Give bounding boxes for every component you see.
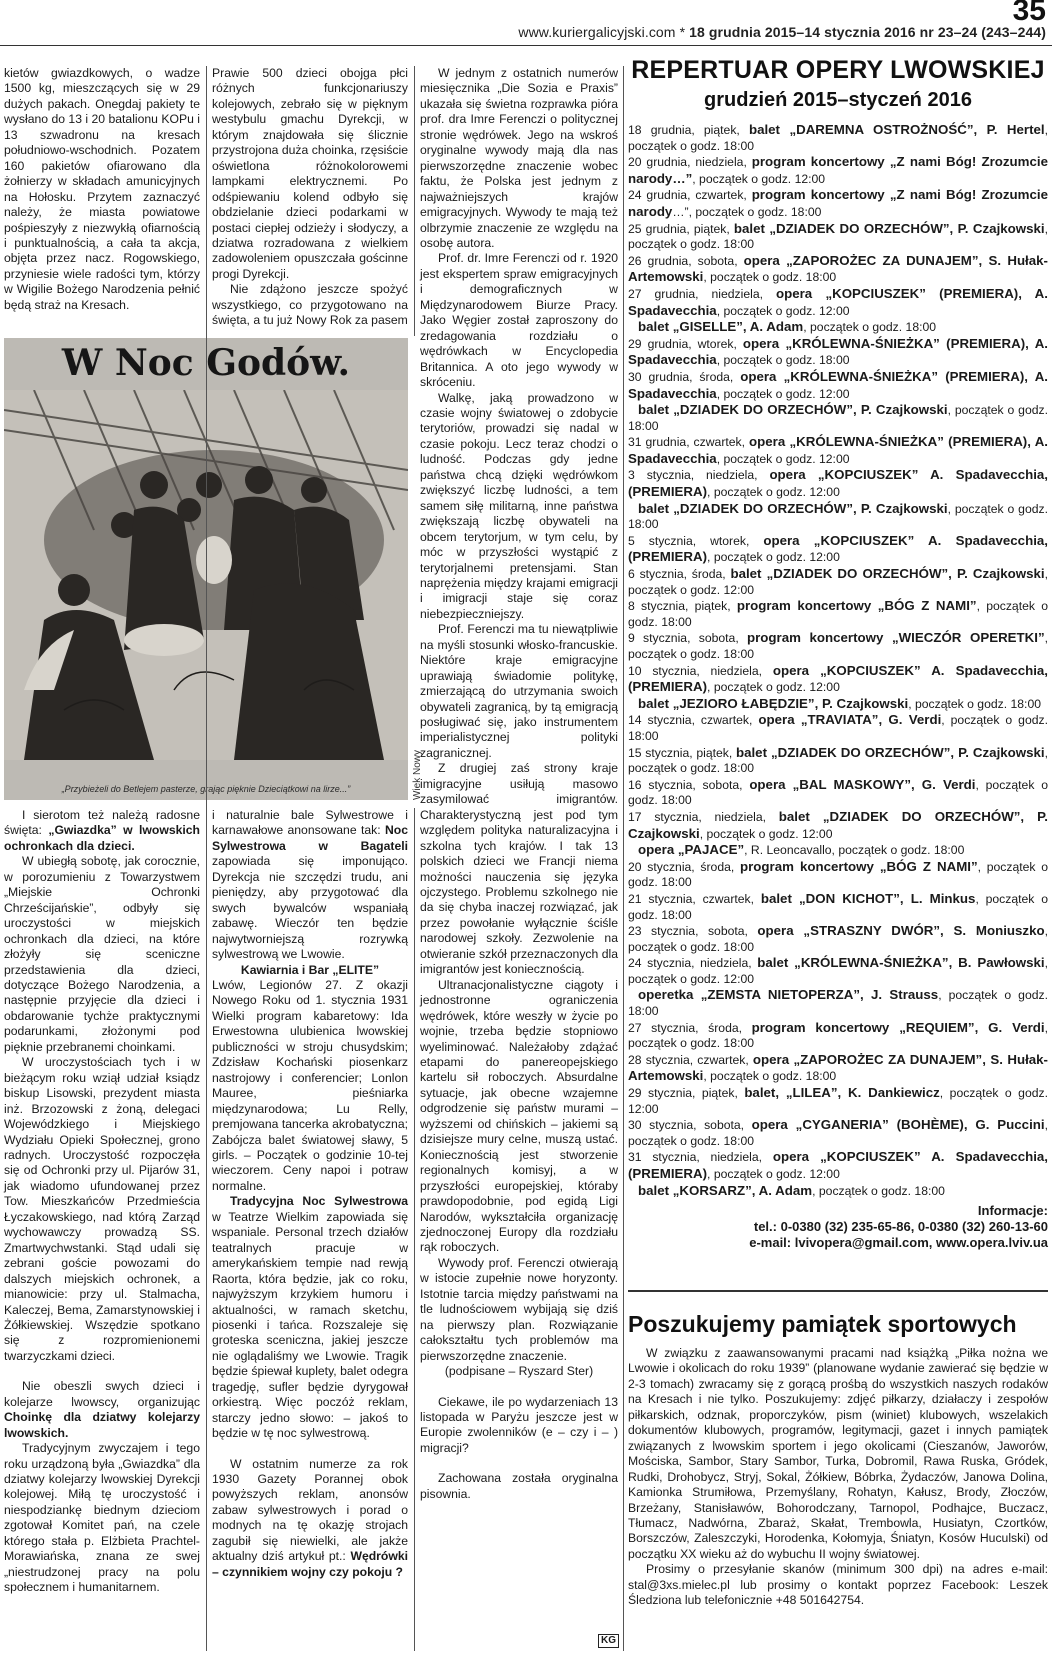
repertoire-entry [628,712,1048,744]
repertoire-entry [628,1020,1048,1052]
notice-paragraph: Prosimy o przesyłanie skanów (minimum 300 dpi) na adres e-mail: stal@3xs.mielec.pl lub prosimy o kontakt poprzez Facebook: Leszek Śledziona lub telefonicznie +48 501642754. [628,1562,1048,1608]
repertoire-entry [628,663,1048,696]
paragraph-gap [420,1380,618,1395]
entry-date: 3 stycznia, niedziela, [628,468,770,483]
entry-title: balet „DZIADEK DO ORZECHÓW”, P. Czajkowski [638,402,948,418]
repertoire-entry [628,369,1048,402]
entry-date: 30 stycznia, sobota, [628,1118,752,1133]
entry-title: opera „BAL MASKOWY”, G. Verdi [749,776,976,792]
repertoire-title: REPERTUAR OPERY LWOWSKIEJ [631,56,1045,84]
entry-date: 26 grudnia, sobota, [628,253,744,268]
entry-time: , początek o godz. 18:00 [628,1020,1049,1051]
entry-time: , początek o godz. 18:00 [628,221,1048,252]
article-paragraph [212,808,408,963]
page-header [0,0,1052,48]
entry-title: program koncertowy „Z nami Bóg! Zrozumcie narody [628,187,1048,219]
entry-time: , początek o godz. 18:00 [908,696,1042,711]
article-paragraph: Prof. Ferenczi ma tu niewątpliwie na myśli stosunki włosko-francuskie. Niektóre kraje emigracyjne uprawiają świadomie politykę, zmierzającą do utrzymania swoich obywateli zagranicą, by tą emigracją posługiwać się, jako instrumentem imperialistycznej polityki zagranicznej. [420,622,618,760]
entry-time: , początek o godz. 18:00 [628,988,1048,1019]
entry-date: 31 grudnia, czwartek, [628,435,750,450]
paragraph-gap [212,1442,408,1457]
entry-time: , początek o godz. 18:00 [628,924,1048,954]
body-text: zapowiada się imponująco. Dyrekcja nie szczędzi trudu, ani pieniędzy, aby przygotować dla swych bywalców wspaniałą zabawę. Wieczór ten będzie najwytworniejszą rozrywką sylwestrową we Lwowie. [212,854,408,962]
subheading-text: Kawiarnia i Bar „ELITE” [240,962,380,977]
repertoire-entry [628,859,1048,891]
entry-time: , początek o godz. 12:00 [716,451,850,466]
repertoire-entry [628,187,1048,220]
entry-date: 5 stycznia, wtorek, [628,533,764,548]
entry-time: , R. Leoncavallo, początek o godz. 18:00 [744,843,965,858]
entry-time: , początek o godz. 12:00 [628,567,1048,597]
entry-title: balet „KORSARZ”, A. Adam [638,1182,813,1198]
lead-text: Nie obeszli swych dzieci i kolejarze lwowscy, organizując [4,1379,200,1409]
article-paragraph [4,1379,200,1441]
entry-date: 9 stycznia, sobota, [628,631,747,646]
entry-title: balet „GISELLE”, A. Adam [638,319,804,335]
body-text: W ostatnim numerze za rok 1930 Gazety Porannej obok powyższych reklam, anonsów zabaw sylwestrowych i porad o modnych na tę okazję strojach zagubił się niewielki, ale jakże aktualny dziś artykuł pt.: [212,1456,408,1564]
entry-time: , początek o godz. 18:00 [703,270,837,285]
repertoire-entry [628,630,1048,662]
article-paragraph: Tradycyjnym zwyczajem i tego roku urządzoną była „Gwiazdka” dla dziatwy kolejarzy lwowskiej Dyrekcji kolejowej. Miłą tę uroczystość i niespodziankę biednym dzieciom zgotował Komitet pań, na czele którego stała p. Elżbieta Prachtel-Morawiańska, znana ze swej „niestrudzonej pracy na polu społecznem i humanitarnem. [4,1441,200,1595]
lead-text: I sierotom też należą radosne święta: [4,808,200,838]
entry-time: , początek o godz. 12:00 [692,171,826,186]
entry-time: , początek o godz. 18:00 [812,1183,945,1198]
repertoire-entry [628,434,1048,467]
info-label: Informacje: [977,1203,1048,1219]
repertoire-entry [628,696,1048,713]
entry-title: balet „DZIADEK DO ORZECHÓW”, P. Czajkowski [730,566,1045,582]
entry-title: opera „KRÓLEWNA-ŚNIEŻKA” (PREMIERA), A. Spadavecchia [628,335,1049,368]
opera-repertoire [628,56,1048,1251]
entry-date: 14 stycznia, czwartek, [628,713,759,728]
entry-title: opera „KRÓLEWNA-ŚNIEŻKA” (PREMIERA), A. Spadavecchia [628,368,1048,401]
entry-time: , początek o godz. 18:00 [628,403,1048,433]
repertoire-entry [628,336,1048,369]
column-2-bottom [212,808,408,1580]
article-paragraph: Z drugiej zaś strony kraje imigracyjne usiłują masowo zasymilować imigrantów. Charakterystyczną jest pod tym względem polityka naturalizacyjna i szkolna tych krajów. I tak 13 polskich dzieci we Francji niema możności nauczenia się języka ojczystego. Problemu szkolnego nie da się chyba inaczej rozwiązać, jak przez powołanie wyłącznie ściśle narodowej szkoły. Zezwolenie na otwieranie szkół przeznaczonych dla imigrantów jest koniecznością. [420,761,618,977]
entry-date: 10 stycznia, niedziela, [628,663,773,678]
repertoire-entry [628,566,1048,598]
repertoire-entry [628,955,1048,987]
entry-time: …”, początek o godz. 18:00 [672,204,822,219]
article-paragraph [4,808,200,854]
entry-title: operetka „ZEMSTA NIETOPERZA”, J. Strauss [638,987,939,1003]
entry-time: , początek o godz. 18:00 [703,1069,837,1084]
entry-time: , początek o godz. 18:00 [628,599,1048,629]
article-paragraph: Lwów, Legionów 27. Z okazji Nowego Roku od 1. stycznia 1931 Wielki program kabaretowy: Ida Erwestowna ulubienica lwowskiej publiczności w stroju chusydskim; Zdzisław Kochański piosenkarz nastrojowy i conferencier; Lonlon Mauree, pieśniarka międzynarodowa; Lu Relly, premjowana tancerka akrobatyczna; Zabójcza balet światowej sławy, 5 girls. – Początek o godzinie 10-tej wieczorem. Ceny napoi i potraw normalne. [212,977,408,1193]
repertoire-entry [628,286,1048,319]
notice-title: Poszukujemy pamiątek sportowych [628,1311,1017,1337]
entry-time: , początek o godz. 12:00 [707,485,840,500]
subheading: Choinkę dla dziatwy kolejarzy lwowskich. [4,1410,200,1440]
body-text: w Teatrze Wielkim zapowiada się wspaniale. Personal trzech działów teatralnych pracuje w amerykańskiem tempie nad rewją Raorta, która będzie, jak co roku, najwyższym krzykiem humoru i aktualności, w ramach sketchu, piosenki i tańca. Rozszaleje się groteska sceniczna, jakiej jeszcze nie oglądaliśmy we Lwowie. Tragik będzie śpiewał kuplety, balet odegra tragedję, sufler będzie dyrygował orkiestrą. Więc poczóż reklam, starczy jedno słowo: – jakoś to będzie w tę noc sylwestrową. [212,1209,408,1441]
repertoire-entry [628,987,1048,1019]
entry-title: opera „ZAPOROŻEC ZA DUNAJEM”, S. Hułak-Artemowski [628,252,1048,285]
article-paragraph: Zachowana została oryginalna pisownia. [420,1471,618,1501]
entry-date: 29 grudnia, wtorek, [628,336,743,351]
header-rule [0,45,1052,46]
article-paragraph: W uroczystościach tych i w bieżącym roku wziął udział ksiądz biskup Lisowski, prezydent miasta inż. Brzozowski z żoną, delegaci Wojewódzkiego i Miejskiego Wydziału Opieki Społecznej, grono radnych. Uroczystość rozpoczęła się od Ochronki przy ul. Pijarów 31, jak wiadomo ufundowanej przez Tow. Mieszkańców Przedmieścia Łyczakowskiego, nad którą Zarząd wychowawczy prowadzą SS. Zmartwychwstanki. Stąd udali się zebrani goście powozami do dalszych miejskich ochronek, a mianowicie: przy ul. Stalmacha, Kaleczej, Bema, Zamarstynowskiej i Żółkiewskiej. Wszędzie spotkano się z rozpromienionemi twarzyczkami dzieci. [4,1055,200,1363]
entry-time: , początek o godz. 18:00 [628,123,1049,153]
entry-date: 16 stycznia, sobota, [628,777,750,792]
site-url[interactable]: www.kuriergalicyjski.com [518,24,676,40]
entry-date: 30 grudnia, środa, [628,369,741,384]
entry-time: , początek o godz. 18:00 [628,745,1048,776]
entry-title: balet, „LILEA”, K. Dankiewicz [744,1085,940,1101]
repertoire-info [628,1203,1048,1251]
info-email[interactable]: e-mail: lvivopera@gmail.com, www.opera.lviv.ua [749,1235,1048,1251]
entry-date: 31 stycznia, niedziela, [628,1150,773,1165]
entry-time: , początek o godz. 18:00 [716,353,850,368]
page-number: 35 [1012,0,1046,27]
repertoire-entry [628,1052,1048,1085]
repertoire-entry [628,501,1048,533]
entry-title: opera „KOPCIUSZEK” (PREMIERA), A. Spadavecchia [628,285,1048,318]
notice-body [628,1346,1048,1609]
entry-title: balet „DAREMNA OSTROŻNOŚĆ”, P. Hertel [748,122,1045,137]
entry-date: 29 stycznia, piątek, [628,1086,745,1101]
repertoire-list [628,122,1048,1199]
article-paragraph: Ultranacjonalistyczne ciągoty i jednostronne ograniczenia wędrówek, które weszły w życie po wojnie, trzeba będzie stopniowo wyeliminować. Należałoby zdążać etapami do panereopejskiego kartelu sił roboczych. Absurdalne sytuacje, jak obecne wzajemne odgrodzenie się państw murami – wyższemi od chińskich – jakiemi są dzisiejsze mury celne, muszą ustać. Koniecznością jest stworzenie regionalnych komisyj, a w przyszłości europejskiej, któraby prawdopodobnie, pod egidą Ligi Narodów, wykształciła organizację zjednoczonej Europy dla rozdziału rąk roboczych. [420,977,618,1255]
entry-date: 24 grudnia, czwartek, [628,188,752,203]
entry-title: opera „TRAVIATA”, G. Verdi [758,712,942,728]
entry-title: program koncertowy „REQUIEM”, G. Verdi [751,1019,1045,1035]
entry-time: , początek o godz. 12:00 [628,956,1048,986]
entry-title: balet „KRÓLEWNA-ŚNIEŻKA”, B. Pawłowski [757,955,1045,971]
entry-date: 20 grudnia, niedziela, [628,155,752,170]
repertoire-entry [628,1085,1048,1117]
entry-date: 27 stycznia, środa, [628,1020,752,1035]
repertoire-entry [628,253,1048,286]
repertoire-entry [628,598,1048,630]
entry-date: 23 stycznia, sobota, [628,924,758,939]
repertoire-entry [628,842,1048,859]
subheading: Noc Sylwestrowa w Bagateli [212,823,408,853]
article-paragraph: Walkę, jaką prowadzono w czasie wojny światowej o zdobycie terytoriów, prowadzi się nadal w czasie pokoju. Lecz teraz chodzi o ludność. Podczas gdy jedne państwa chcą dzięki wędrówkom zwiększyć liczbę ludności, a tem samem siłę militarną, inne państwa zwiększają liczbę obywateli na obcem terytorjum, w tym celu, by móc w przyszłości wystąpić z terytorjalnemi pretensjami. Stan naprężenia między krajami emigracji i imigracji staje się coraz niebezpieczniejszy. [420,390,618,621]
repertoire-entry [628,467,1048,500]
entry-time: , początek o godz. 12:00 [699,826,833,841]
subheading: Tradycyjna Noc Sylwestrowa [230,1194,408,1209]
entry-title: opera „CYGANERIA” (BOHÈME), G. Puccini [751,1117,1045,1133]
entry-title: program koncertowy „BÓG Z NAMI” [736,598,977,614]
entry-title: opera „KOPCIUSZEK” A. Spadavecchia, (PREMIERA) [628,662,1048,695]
entry-title: balet „DZIADEK DO ORZECHÓW”, P. Czajkowski [733,220,1045,236]
entry-time: , początek o godz. 18:00 [628,891,1048,922]
repertoire-entry [628,1117,1048,1149]
lead-text: i naturalnie bale Sylwestrowe i karnawałowe anonsowane tak: [212,808,408,838]
entry-title: opera „KOPCIUSZEK” A. Spadavecchia, (PREMIERA) [628,1149,1048,1181]
illustration-caption: „Przybieżeli do Betlejem pasterze, grając pięknie Dzieciątkowi na lirze...” [61,784,351,794]
section-divider [628,1290,1048,1292]
entry-date: 6 stycznia, środa, [628,567,731,582]
entry-date: 8 stycznia, piątek, [628,599,737,614]
column-1-bottom [4,808,200,1596]
repertoire-entry [628,745,1048,777]
repertoire-entry [628,122,1048,154]
article-paragraph: Prof. dr. Imre Ferenczi od r. 1920 jest ekspertem spraw emigracyjnych i demograficznych w Międzynarodowem Biurze Pracy. Jako Węgier został zaproszony do zredagowania rozdziału o wędrówkach w Encyclopedia Britannica. A oto jego wywody w skróceniu. [420,251,618,390]
repertoire-entry [628,533,1048,566]
header-line [518,24,1046,40]
entry-title: program koncertowy „WIECZÓR OPERETKI” [746,630,1045,646]
entry-date: 27 grudnia, niedziela, [628,286,776,301]
entry-date: 24 stycznia, niedziela, [628,956,758,971]
paragraph-gap [420,1456,618,1471]
entry-time: , początek o godz. 12:00 [707,1167,840,1181]
entry-title: balet „DZIADEK DO ORZECHÓW”, P. Czajkowski [628,808,1049,841]
entry-time: , początek o godz. 18:00 [628,1118,1048,1148]
column-1-top [4,66,200,313]
illustration-title: W Noc Godów. [61,342,351,384]
article-paragraph: W ubiegłą sobotę, jak corocznie, w porozumieniu z Towarzystwem „Miejskie Ochronki Chrześcijańskie”, odbyły się uroczystości w miejskich ochronkach dla dzieci, na które złożyły się sceniczne przedstawienia dla dzieci, dotyczące Bożego Narodzenia, a następnie przyjęcie dla dzieci i obdarowanie tychże praktycznymi podarunkami, złożonymi pod pięknie przebranemi choinkami. [4,854,200,1054]
entry-date: 25 grudnia, piątek, [628,221,734,236]
repertoire-entry [628,221,1048,253]
entry-title: opera „KRÓLEWNA-ŚNIEŻKA” (PREMIERA), A. Spadavecchia [628,434,1049,466]
credit-text: Wiek Nowy [412,749,423,800]
kg-mark: KG [598,1634,619,1648]
entry-date: 18 grudnia, piątek, [628,123,749,137]
entry-time: , początek o godz. 18:00 [628,631,1048,661]
entry-date: 15 stycznia, piątek, [628,745,736,760]
entry-time: , początek o godz. 18:00 [803,320,937,335]
entry-title: opera „STRASZNY DWÓR”, S. Moniuszko [757,923,1045,939]
entry-date: 21 stycznia, czwartek, [628,891,761,906]
article-title: Wędrówki – czynnikiem wojny czy pokoju ? [212,1549,408,1579]
info-phone[interactable]: tel.: 0-0380 (32) 235-65-86, 0-0380 (32) 260-13-60 [753,1219,1048,1235]
article-signature: (podpisane – Ryszard Ster) [444,1364,594,1379]
article-paragraph: W jednym z ostatnich numerów miesięcznika „Die Sozia e Praxis” ukazała się świetna rozprawka pióra prof. dra Imre Ferenczi o politycznej stronie wędrówek. Jego na wskroś oryginalne wywody mają dla nas pierwszorzędne znaczenie wobec faktu, że Polska jest jednym z najważniejszych krajów emigracyjnych. Wywody te mają też olbrzymie znaczenie ze względu na osobę autora. [420,66,618,250]
entry-title: program koncertowy „BÓG Z NAMI” [740,858,978,874]
entry-time: , początek o godz. 18:00 [628,713,1048,743]
repertoire-entry [628,154,1048,187]
entry-title: opera „PAJACE” [638,842,745,858]
article-paragraph: Wywody prof. Ferenczi otwierają w istocie zupełnie nowe horyzonty. Istotnie tarcia między państwami na tle ludnościowem wybijają się dziś na pierwszy plan. Rozwiązanie całokształtu tych problemów ma pierwszorzędne znaczenie. [420,1255,618,1363]
article-paragraph: Ciekawe, ile po wydarzeniach 13 listopada w Paryżu jeszcze jest w Europie zwolenników (e – czy i – ) migracji? [420,1394,618,1455]
entry-date: 17 stycznia, niedziela, [628,809,779,824]
subheading-elite [212,963,408,978]
repertoire-entry [628,891,1048,923]
entry-date: 28 stycznia, czwartek, [628,1052,753,1067]
entry-time: , początek o godz. 18:00 [628,859,1049,890]
entry-title: balet „DZIADEK DO ORZECHÓW”, P. Czajkowski [638,500,948,516]
entry-time: , początek o godz. 18:00 [628,501,1048,532]
issue-info: 18 grudnia 2015–14 stycznia 2016 nr 23–24 (243–244) [689,24,1046,40]
sports-memorabilia-notice [628,1311,1048,1609]
column-divider [623,66,624,1651]
entry-title: opera „KOPCIUSZEK” A. Spadavecchia, (PREMIERA) [628,467,1048,500]
subheading: „Gwiazdka” w lwowskich ochronkach dla dzieci. [4,823,200,853]
entry-time: , początek o godz. 18:00 [628,777,1048,808]
article-paragraph: kietów gwiazdkowych, o wadze 1500 kg, mieszczących się w 29 dużych pakach. Onegdaj pakiety te wysłano do 13 i 20 batalionu KOPu i 13 szwadronu na kresach południowo-wschodnich. Pozatem 160 pakietów ofiarowano dla żołnierzy w składach amunicyjnych na Hołosku. Przytem zaznaczyć należy, że miasta powiatowe pośpieszyły z niezwykłą ofiarnością i punktualnością, a cała ta akcja, objęta przez nacz. Rogowskiego, przyniesie wiele radości tym, którzy w Wigilie Bożego Narodzenia pełnić będą straż na Kresach. [4,66,200,312]
repertoire-entry [628,1149,1048,1182]
header-separator: * [675,24,690,40]
article-paragraph [212,1457,408,1581]
entry-date: 20 stycznia, środa, [628,859,740,874]
repertoire-entry [628,1183,1048,1200]
repertoire-entry [628,809,1048,842]
entry-title: balet „DZIADEK DO ORZECHÓW”, P. Czajkowski [735,744,1045,760]
notice-paragraph: W związku z zaawansowanymi pracami nad książką „Piłka nożna we Lwowie i okolicach do roku 1939” (planowane wydanie zawierać się będzie w 2-3 tomach) zwracamy się z gorącą prośbą do wszystkich naszych rodaków na Kresach i nie tylko. Poszukujemy: zdjęć piłkarzy, działaczy i zespołów piłkarskich, odznak, proporczyków, pism (winiet) klubowych, wszelakich dokumentów klubowych, programów, legitymacji, gazet i innych pamiątek związanych z lwowskim sportem i jego okolicami (Cieszanów, Jaworów, Mościska, Sambor, Stary Sambor, Turka, Dobromil, Rawa Ruska, Gródek, Rudki, Drohobycz, Stryj, Sokal, Żółkiew, Bóbrka, Żydaczów, Janowa Dolina, Kamionka Strumiłowa, Przemyślany, Rohatyn, Kałusz, Brody, Złoczów, Brzeżany, Stanisławów, Bohorodczany, Tarnopol, Podhajce, Buczacz, Tłumacz, Nadwórna, Zbaraż, Skałat, Trembowla, Husiatyn, Czortków, Borszczów, Zaleszczyki, Horodenka, Kołomyja, Śniatyn, Kosów Huculski) od początku XX wieku aż do wybuchu II wojny światowej. [628,1346,1048,1561]
column-divider [414,66,415,336]
column-divider [206,66,207,1651]
column-2-top [212,66,408,329]
article-paragraph: Nie zdążono jeszcze spożyć wszystkiego, co przygotowano na święta, a tu już Nowy Rok za pasem [212,282,408,328]
repertoire-entry [628,777,1048,809]
entry-title: opera „KOPCIUSZEK” A. Spadavecchia, (PREMIERA) [628,532,1048,565]
article-paragraph [212,1194,408,1441]
repertoire-entry [628,319,1048,336]
repertoire-entry [628,923,1048,955]
entry-time: , początek o godz. 12:00 [707,550,840,565]
paragraph-gap [4,1364,200,1379]
entry-title: balet „DON KICHOT”, L. Minkus [760,890,976,906]
repertoire-subtitle: grudzień 2015–styczeń 2016 [704,89,972,111]
article-paragraph: Prawie 500 dzieci obojga płci różnych funkcjonariuszy kolejowych, zebrało się w pięknym westybulu gmachu Dyrekcji, w którym znajdowała się ślicznie przystrojona duża choinka, rzęsiście oświetlona różnokolorowemi lampkami elektrycznemi. Po odśpiewaniu kolend odbyło się obdzielanie dzieci podarkami w postaci ciepłej odzieży i słodyczy, a dziatwa rozradowana z wielkiem zadowoleniem opuszczała gościnne progi Dyrekcji. [212,66,408,281]
entry-title: program koncertowy „Z nami Bóg! Zrozumcie narody…” [628,154,1048,186]
entry-time: , początek o godz. 12:00 [707,680,840,695]
repertoire-entry [628,402,1048,434]
entry-title: opera „ZAPOROŻEC ZA DUNAJEM”, S. Hułak-Artemowski [628,1051,1048,1084]
entry-time: , początek o godz. 12:00 [716,386,850,401]
entry-time: , początek o godz. 12:00 [716,303,850,318]
column-3 [420,66,618,1502]
column-divider [414,808,415,1651]
entry-title: balet „JEZIORO ŁABĘDZIE”, P. Czajkowski [638,695,909,711]
entry-time: , początek o godz. 12:00 [628,1086,1048,1116]
